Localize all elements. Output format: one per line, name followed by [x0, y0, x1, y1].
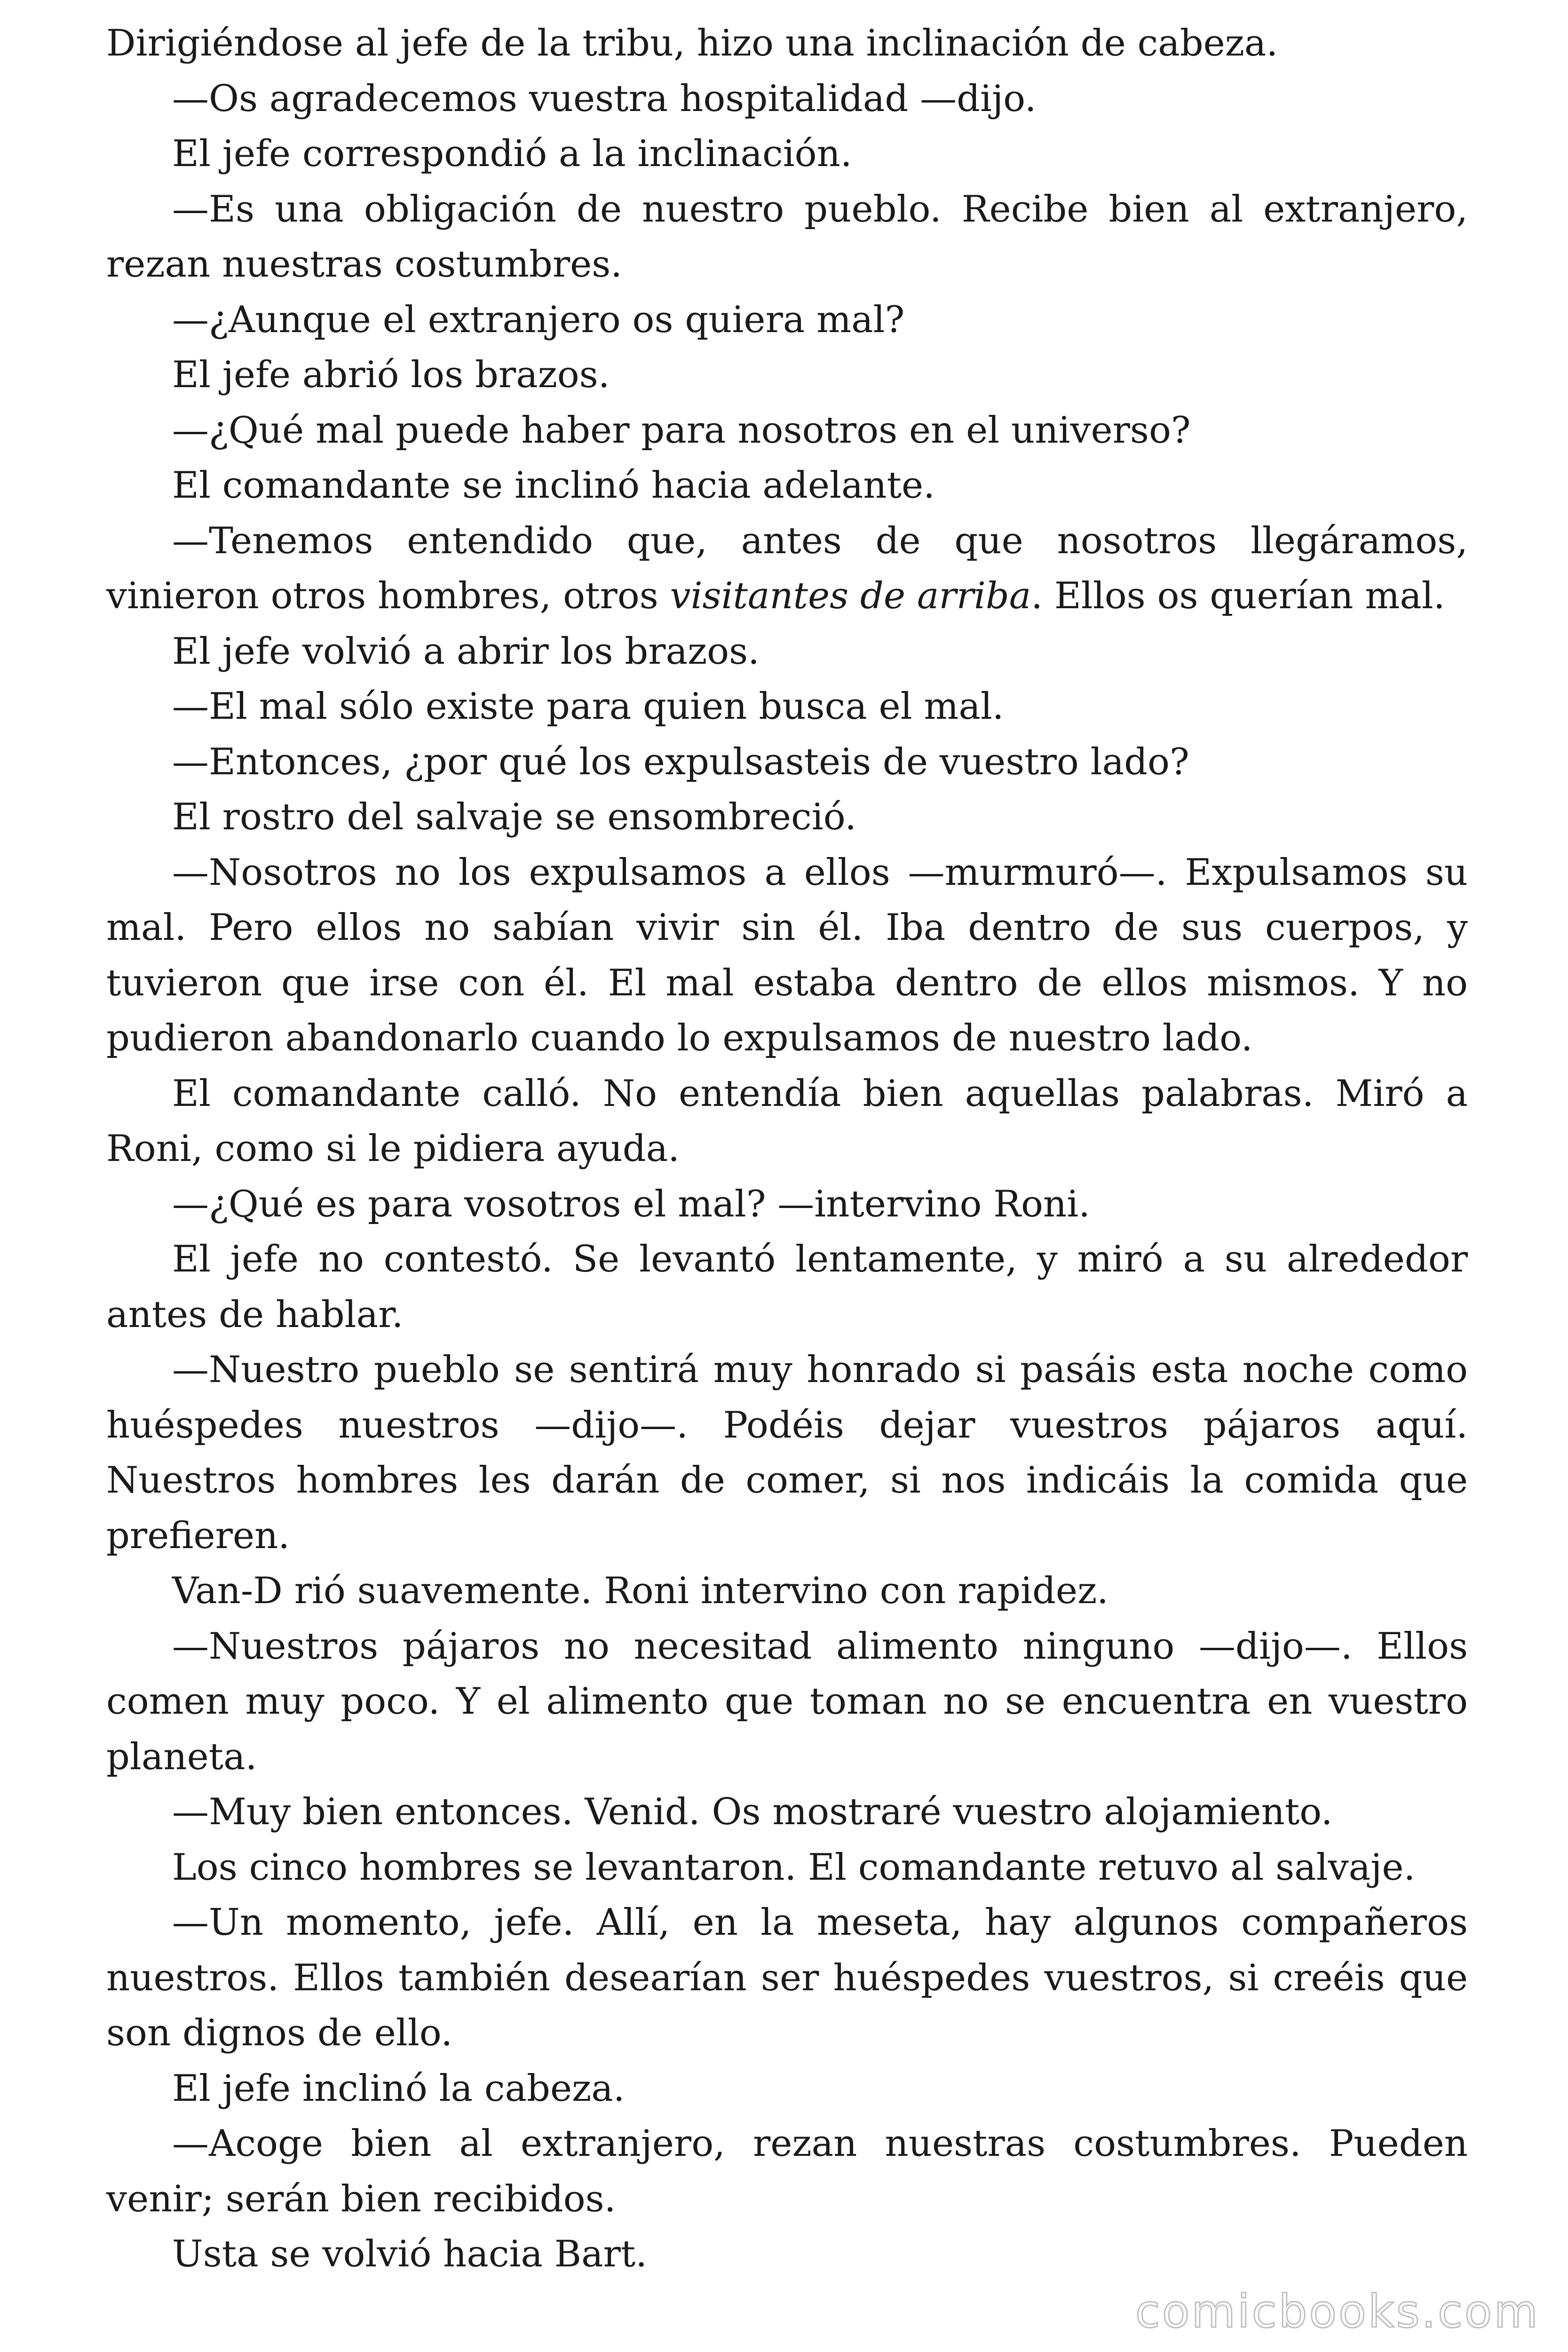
- paragraph-text: —Tenemos entendido que, antes de que nosotros llegáramos, vinieron otros hombres, otros: [106, 519, 1468, 617]
- paragraph: —¿Qué mal puede haber para nosotros en el universo?: [172, 409, 1191, 452]
- paragraph: —Os agradecemos vuestra hospitalidad —dijo.: [172, 77, 1037, 120]
- paragraph: Van-D rió suavemente. Roni intervino con rapidez.: [172, 1570, 1109, 1612]
- paragraph: —Entonces, ¿por qué los expulsasteis de vuestro lado?: [172, 740, 1189, 783]
- paragraph: —Un momento, jefe. Allí, en la meseta, hay algunos compañeros nuestros. Ellos también desearían ser huéspedes vuestros, si creéis que son dignos de ello.: [106, 1901, 1468, 2054]
- paragraph: —Nuestros pájaros no necesitad alimento ninguno —dijo—. Ellos comen muy poco. Y el alimento que toman no se encuentra en vuestro planeta.: [106, 1625, 1468, 1778]
- paragraph-text: . Ellos os querían mal.: [1031, 575, 1445, 617]
- paragraph: —Nuestro pueblo se sentirá muy honrado si pasáis esta noche como huéspedes nuestros —dijo—. Podéis dejar vuestros pájaros aquí. Nuestros hombres les darán de comer, si nos indicáis la comida que prefieren.: [106, 1349, 1468, 1557]
- paragraph: Usta se volvió hacia Bart.: [172, 2233, 648, 2275]
- paragraph: El jefe volvió a abrir los brazos.: [172, 630, 760, 673]
- body-text: [106, 16, 1468, 2282]
- paragraph: El comandante se inclinó hacia adelante.: [172, 464, 935, 507]
- paragraph: —El mal sólo existe para quien busca el mal.: [172, 685, 1004, 728]
- paragraph: Los cinco hombres se levantaron. El comandante retuvo al salvaje.: [172, 1846, 1416, 1889]
- paragraph: El comandante calló. No entendía bien aquellas palabras. Miró a Roni, como si le pidiera ayuda.: [106, 1072, 1468, 1170]
- paragraph: El jefe inclinó la cabeza.: [172, 2067, 625, 2110]
- paragraph: El jefe correspondió a la inclinación.: [172, 133, 852, 175]
- paragraph: El rostro del salvaje se ensombreció.: [172, 796, 857, 838]
- paragraph: El jefe no contestó. Se levantó lentamente, y miró a su alrededor antes de hablar.: [106, 1238, 1468, 1336]
- paragraph: Dirigiéndose al jefe de la tribu, hizo una inclinación de cabeza.: [106, 22, 1278, 64]
- paragraph: —Es una obligación de nuestro pueblo. Recibe bien al extranjero, rezan nuestras costumbres.: [106, 188, 1468, 286]
- watermark: comicbooks.com: [1135, 2285, 1540, 2338]
- paragraph: El jefe abrió los brazos.: [172, 354, 610, 396]
- paragraph: —¿Qué es para vosotros el mal? —intervino Roni.: [172, 1183, 1090, 1225]
- paragraph: —Nosotros no los expulsamos a ellos —murmuró—. Expulsamos su mal. Pero ellos no sabían vivir sin él. Iba dentro de sus cuerpos, y tuvieron que irse con él. El mal estaba dentro de ellos mismos. Y no pudieron abandonarlo cuando lo expulsamos de nuestro lado.: [106, 851, 1468, 1059]
- paragraph: —Acoge bien al extranjero, rezan nuestras costumbres. Pueden venir; serán bien recibidos.: [106, 2122, 1468, 2220]
- paragraph: —Muy bien entonces. Venid. Os mostraré vuestro alojamiento.: [172, 1791, 1333, 1833]
- paragraph: —¿Aunque el extranjero os quiera mal?: [172, 298, 905, 341]
- paragraph: [106, 514, 1468, 624]
- italic-phrase: visitantes de arriba: [670, 575, 1031, 617]
